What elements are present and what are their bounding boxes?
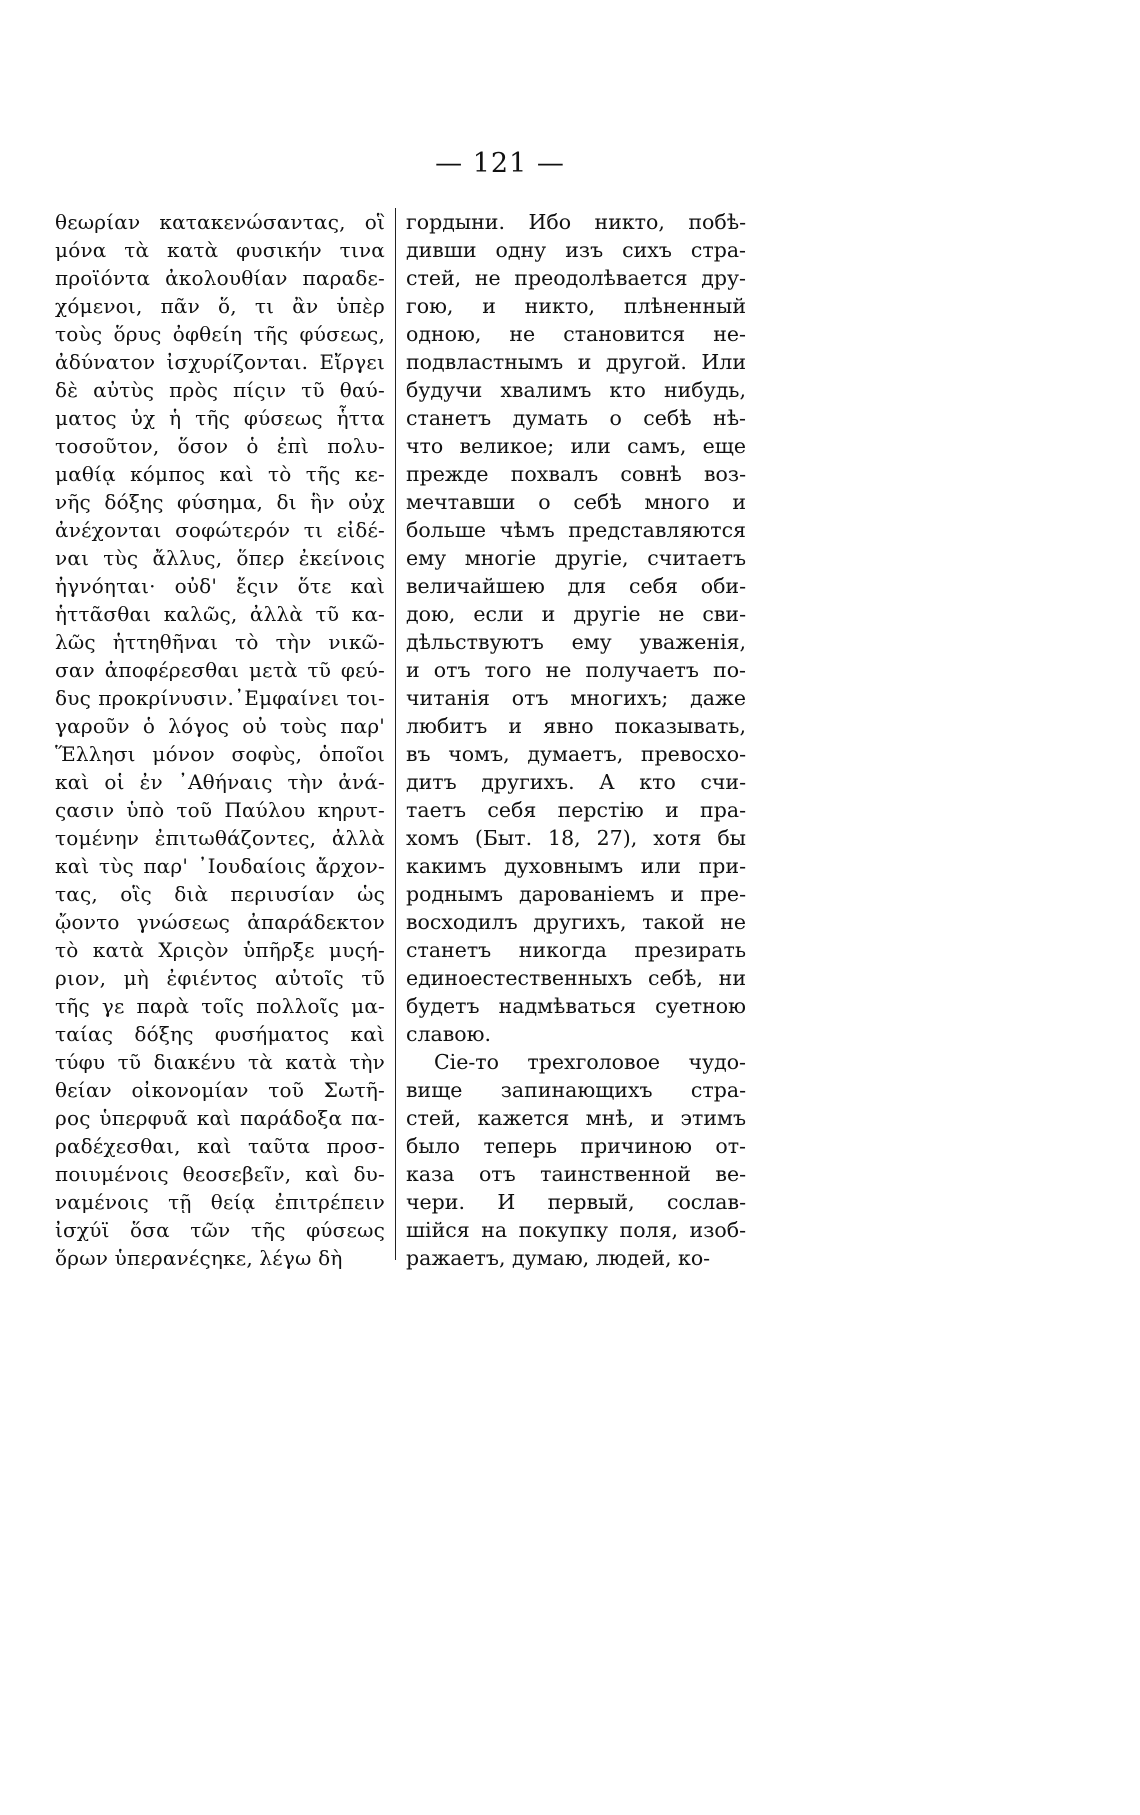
- text-line: τῆς γε παρὰ τοῖς πολλοῖς μα-: [55, 994, 385, 1018]
- text-line: ναι τὺς ἄλλυς, ὅπερ ἐκείνοις: [55, 546, 385, 570]
- text-line: больше чѣмъ представляются: [406, 518, 746, 542]
- text-line: τοσοῦτον, ὅσον ὁ ἐπὶ πολυ-: [55, 434, 385, 458]
- text-line: ναμένοις τῇ θείᾳ ἐπιτρέπειν: [55, 1190, 385, 1214]
- text-line: станетъ думать о себѣ нѣ-: [406, 406, 746, 430]
- text-line: ραδέχεσθαι, καὶ ταῦτα προσ-: [55, 1134, 385, 1158]
- text-line: ματος ὐχ ἡ τῆς φύσεως ἧττα: [55, 406, 385, 430]
- text-line: будетъ надмѣваться суетною: [406, 994, 746, 1018]
- text-line: одною, не становится не-: [406, 322, 746, 346]
- text-line: какимъ духовнымъ или при-: [406, 854, 746, 878]
- text-line: Сіе-то трехголовое чудо-: [434, 1050, 746, 1074]
- text-line: гою, и никто, плѣненный: [406, 294, 746, 318]
- text-line: шійся на покупку поля, изоб-: [406, 1218, 746, 1242]
- text-line: τομένην ἐπιτωθάζοντες, ἀλλὰ: [55, 826, 385, 850]
- text-line: читанія отъ многихъ; даже: [406, 686, 746, 710]
- text-line: мечтавши о себѣ много и: [406, 490, 746, 514]
- text-line: ἡττᾶσθαι καλῶς, ἀλλὰ τῦ κα-: [55, 602, 385, 626]
- text-line: каза отъ таинственной ве-: [406, 1162, 746, 1186]
- text-line: θείαν οἰκονομίαν τοῦ Σωτῆ-: [55, 1078, 385, 1102]
- text-line: вище запинающихъ стра-: [406, 1078, 746, 1102]
- text-line: ὅρων ὑπερανέςηκε, λέγω δὴ: [55, 1246, 343, 1270]
- text-line: и отъ того не получаетъ по-: [406, 658, 746, 682]
- text-line: καὶ οἱ ἐν ᾿Αθήναις τὴν ἀνά-: [55, 770, 385, 794]
- text-line: ἠγνόηται· οὐδ' ἔςιν ὅτε καὶ: [55, 574, 385, 598]
- text-line: величайшею для себя оби-: [406, 574, 746, 598]
- text-line: будучи хвалимъ кто нибудь,: [406, 378, 746, 402]
- text-line: ἀνέχονται σοφώτερόν τι εἰδέ-: [55, 518, 385, 542]
- text-line: ему многіе другіе, считаетъ: [406, 546, 746, 570]
- text-line: дою, если и другіе не сви-: [406, 602, 746, 626]
- text-line: дитъ другихъ. А кто счи-: [406, 770, 746, 794]
- text-line: ςασιν ὑπὸ τοῦ Παύλου κηρυτ-: [55, 798, 385, 822]
- text-line: таетъ себя перстію и пра-: [406, 798, 746, 822]
- text-line: καὶ τὺς παρ' ᾿Ιουδαίοις ἄρχον-: [55, 854, 385, 878]
- text-line: стей, кажется мнѣ, и этимъ: [406, 1106, 746, 1130]
- text-line: что великое; или самъ, еще: [406, 434, 746, 458]
- text-line: ποιυμένοις θεοσεβεῖν, καὶ δυ-: [55, 1162, 385, 1186]
- greek-text-column: [55, 208, 385, 1272]
- text-line: νῆς δόξης φύσημα, δι ἣν οὐχ: [55, 490, 385, 514]
- text-line: ἰσχύϊ ὅσα τῶν τῆς φύσεως: [55, 1218, 385, 1242]
- text-line: подвластнымъ и другой. Или: [406, 350, 746, 374]
- text-line: гордыни. Ибо никто, побѣ-: [406, 210, 746, 234]
- text-line: хомъ (Быт. 18, 27), хотя бы: [406, 826, 746, 850]
- text-line: славою.: [406, 1022, 491, 1046]
- text-line: въ чомъ, думаетъ, превосхо-: [406, 742, 746, 766]
- text-line: μόνα τὰ κατὰ φυσικήν τινα: [55, 238, 385, 262]
- text-line: τοὺς ὅρυς ὀφθείη τῆς φύσεως,: [55, 322, 385, 346]
- text-line: дѣльствуютъ ему уваженія,: [406, 630, 746, 654]
- text-line: дивши одну изъ сихъ стра-: [406, 238, 746, 262]
- text-line: σαν ἀποφέρεσθαι μετὰ τῦ φεύ-: [55, 658, 385, 682]
- text-line: единоестественныхъ себѣ, ни: [406, 966, 746, 990]
- text-line: восходилъ другихъ, такой не: [406, 910, 746, 934]
- text-line: роднымъ дарованіемъ и пре-: [406, 882, 746, 906]
- text-line: ᾤοντο γνώσεως ἀπαράδεκτον: [55, 910, 385, 934]
- text-line: ρος ὑπερφυᾶ καὶ παράδοξα πα-: [55, 1106, 385, 1130]
- column-divider: [395, 208, 396, 1260]
- text-line: любитъ и явно показывать,: [406, 714, 746, 738]
- text-line: ριον, μὴ ἐφιέντος αὐτοῖς τῦ: [55, 966, 385, 990]
- text-line: ражаетъ, думаю, людей, ко-: [406, 1246, 711, 1270]
- text-line: стей, не преодолѣвается дру-: [406, 266, 746, 290]
- text-line: τύφυ τῦ διακένυ τὰ κατὰ τὴν: [55, 1050, 385, 1074]
- text-line: ταίας δόξης φυσήματος καὶ: [55, 1022, 385, 1046]
- text-line: ἀδύνατον ἰσχυρίζονται. Εἴργει: [55, 350, 385, 374]
- text-line: прежде похвалъ совнѣ воз-: [406, 462, 746, 486]
- text-line: Ἕλλησι μόνον σοφὺς, ὁποῖοι: [55, 742, 385, 766]
- text-line: δυς προκρίνυσιν.᾿Εμφαίνει τοι-: [55, 686, 385, 710]
- text-line: τὸ κατὰ Χριςὸν ὑπῆρξε μυςή-: [55, 938, 385, 962]
- text-line: чери. И первый, сослав-: [406, 1190, 746, 1214]
- russian-text-column: [406, 208, 746, 1272]
- text-line: δὲ αὐτὺς πρὸς πίςιν τῦ θαύ-: [55, 378, 385, 402]
- page-number: — 121 —: [435, 148, 565, 179]
- text-line: θεωρίαν κατακενώσαντας, οἳ: [55, 210, 385, 234]
- text-line: γαροῦν ὁ λόγος οὐ τοὺς παρ': [55, 714, 385, 738]
- text-line: μαθίᾳ κόμπος καὶ τὸ τῆς κε-: [55, 462, 385, 486]
- text-line: προϊόντα ἀκολουθίαν παραδε-: [55, 266, 385, 290]
- text-line: χόμενοι, πᾶν ὅ, τι ἂν ὑπὲρ: [55, 294, 385, 318]
- text-line: τας, οἳς διὰ περιυσίαν ὡς: [55, 882, 385, 906]
- text-line: было теперь причиною от-: [406, 1134, 746, 1158]
- text-line: λῶς ἡττηθῆναι τὸ τὴν νικῶ-: [55, 630, 385, 654]
- text-line: станетъ никогда презирать: [406, 938, 746, 962]
